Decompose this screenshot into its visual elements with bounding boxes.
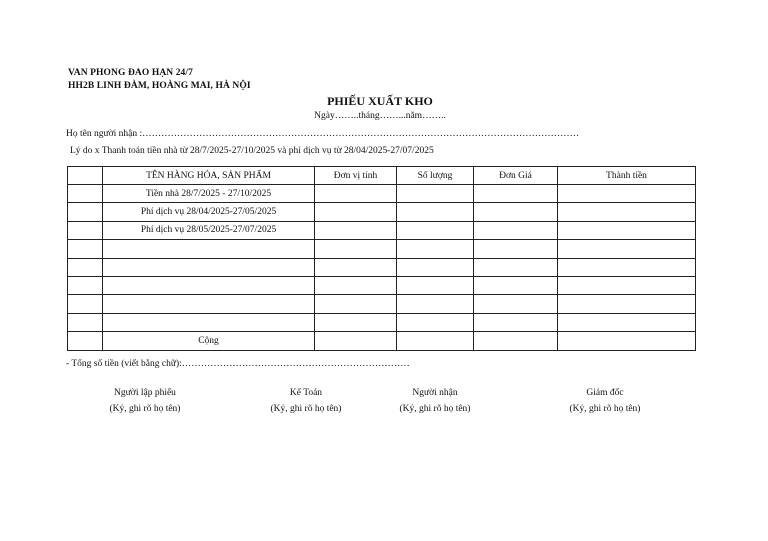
table-cell xyxy=(68,221,103,239)
table-cell-product xyxy=(103,240,315,258)
table-cell xyxy=(397,203,474,221)
table-cell xyxy=(315,240,397,258)
table-row xyxy=(68,295,696,313)
table-cell xyxy=(397,295,474,313)
total-label: Cộng xyxy=(103,332,315,350)
table-cell-product xyxy=(103,258,315,276)
table-row xyxy=(68,185,696,203)
table-cell xyxy=(474,203,558,221)
table-cell xyxy=(474,295,558,313)
table-cell xyxy=(474,258,558,276)
table-cell xyxy=(68,203,103,221)
table-total-row xyxy=(68,332,696,350)
table-cell xyxy=(558,295,696,313)
table-cell xyxy=(474,185,558,203)
header-cell-unit: Đơn vị tính xyxy=(315,167,397,185)
table-cell-product: Phí dịch vụ 28/05/2025-27/07/2025 xyxy=(103,221,315,239)
table-cell xyxy=(68,276,103,294)
table-cell xyxy=(68,295,103,313)
signature-note: (Ký, ghi rõ họ tên) xyxy=(270,404,342,414)
table-cell xyxy=(315,203,397,221)
table-cell xyxy=(397,258,474,276)
table-cell xyxy=(397,221,474,239)
table-cell xyxy=(474,240,558,258)
header-cell-index xyxy=(68,167,103,185)
table-cell-product xyxy=(103,313,315,331)
document-title: PHIẾU XUẤT KHO xyxy=(327,94,433,108)
signature-director xyxy=(535,388,675,414)
table-cell xyxy=(315,332,397,350)
table-cell xyxy=(68,240,103,258)
table-cell xyxy=(68,185,103,203)
table-cell xyxy=(558,185,696,203)
signature-role: Giám đốc xyxy=(586,388,624,398)
table-cell xyxy=(315,295,397,313)
table-cell xyxy=(474,276,558,294)
signature-role: Người nhận xyxy=(412,388,458,398)
table-cell xyxy=(68,332,103,350)
table-cell xyxy=(558,332,696,350)
table-row xyxy=(68,258,696,276)
signature-role: Kế Toán xyxy=(289,388,323,398)
table-cell xyxy=(558,258,696,276)
table-row xyxy=(68,240,696,258)
items-table xyxy=(67,166,696,351)
table-cell xyxy=(68,313,103,331)
table-cell-product: Phí dịch vụ 28/04/2025-27/05/2025 xyxy=(103,203,315,221)
reason-line: Lý do x Thanh toán tiền nhà từ 28/7/2025-27/10/2025 và phí dịch vụ từ 28/04/2025-27/07/2025 xyxy=(70,146,434,156)
table-row xyxy=(68,221,696,239)
table-cell xyxy=(474,332,558,350)
date-line: Ngày……..tháng……...năm…….. xyxy=(314,111,446,121)
header-cell-quantity: Số lượng xyxy=(397,167,474,185)
table-cell-product: Tiền nhà 28/7/2025 - 27/10/2025 xyxy=(103,185,315,203)
table-cell xyxy=(558,221,696,239)
signature-note: (Ký, ghi rõ họ tên) xyxy=(109,404,181,414)
table-cell xyxy=(474,313,558,331)
table-cell xyxy=(315,185,397,203)
table-cell xyxy=(558,203,696,221)
table-cell xyxy=(397,332,474,350)
signature-note: (Ký, ghi rõ họ tên) xyxy=(569,404,641,414)
header-cell-amount: Thành tiền xyxy=(558,167,696,185)
signature-note: (Ký, ghi rõ họ tên) xyxy=(399,404,471,414)
table-row xyxy=(68,203,696,221)
table-cell xyxy=(315,313,397,331)
signature-receiver xyxy=(365,388,505,414)
table-cell xyxy=(474,221,558,239)
table-header-row xyxy=(68,167,696,185)
table-cell xyxy=(558,276,696,294)
table-row xyxy=(68,276,696,294)
header-cell-unit-price: Đơn Giá xyxy=(474,167,558,185)
table-cell xyxy=(315,221,397,239)
table-cell xyxy=(315,276,397,294)
table-cell xyxy=(397,185,474,203)
header-cell-product: TÊN HÀNG HÓA, SẢN PHẨM xyxy=(103,167,315,185)
table-cell-product xyxy=(103,295,315,313)
company-address: HH2B LINH ĐÀM, HOÀNG MAI, HÀ NỘI xyxy=(68,81,251,91)
table-cell xyxy=(68,258,103,276)
company-name: VAN PHONG ĐAO HẠN 24/7 xyxy=(68,68,193,78)
table-cell xyxy=(397,240,474,258)
signature-accountant xyxy=(236,388,376,414)
table-cell xyxy=(558,240,696,258)
table-cell xyxy=(397,276,474,294)
table-cell xyxy=(315,258,397,276)
total-in-words-line: - Tổng số tiền (viết bằng chữ):……………………………………………………………… xyxy=(66,359,410,369)
recipient-line: Họ tên người nhận :………………………………………………………………………………………………………………………… xyxy=(66,129,580,139)
table-row xyxy=(68,313,696,331)
table-cell-product xyxy=(103,276,315,294)
table-cell xyxy=(558,313,696,331)
signature-preparer xyxy=(75,388,215,414)
table-cell xyxy=(397,313,474,331)
signature-role: Người lập phiếu xyxy=(114,388,176,398)
